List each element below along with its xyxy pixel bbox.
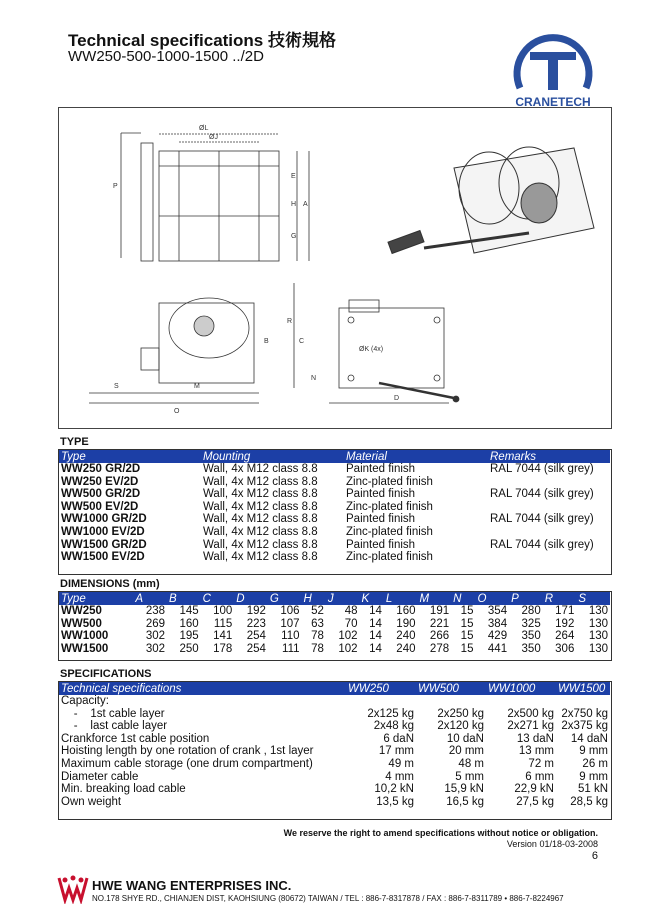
dim-cell-value: 15	[460, 605, 474, 617]
spec-cell-value: 13 mm	[518, 745, 554, 758]
type-cell-model: WW1500 GR/2D	[61, 538, 147, 551]
dim-cell-value: 130	[588, 617, 608, 630]
dim-cell-value: 354	[487, 605, 508, 617]
dim-cell-value: 78	[311, 642, 324, 655]
dim-cell-value: 325	[521, 617, 541, 630]
spec-cell-value: 13,5 kg	[376, 795, 414, 808]
type-cell-mounting: Wall, 4x M12 class 8.8	[203, 538, 318, 551]
dim-col-p: P	[509, 592, 543, 605]
dim-label-B: B	[264, 338, 269, 345]
dim-cell-value: 14	[369, 605, 382, 617]
dim-col-l: L	[384, 592, 418, 605]
spec-cell-label: Min. breaking load cable	[61, 783, 186, 796]
dim-cell-value: 110	[281, 630, 300, 643]
dimension-row	[59, 630, 610, 643]
company-name: HWE WANG ENTERPRISES INC.	[92, 878, 292, 893]
spec-row	[59, 758, 610, 771]
spec-cell-value: 20 mm	[448, 745, 484, 758]
dim-cell-value: 15	[460, 617, 474, 630]
spec-col-label: Technical specifications	[59, 682, 346, 695]
dim-label-G: G	[291, 233, 297, 240]
dim-label-O: O	[174, 408, 180, 415]
type-cell-remarks	[488, 476, 610, 489]
type-cell-mounting: Wall, 4x M12 class 8.8	[203, 513, 318, 526]
page-title: Technical specifications 技術規格	[68, 31, 336, 50]
type-cell-material: Painted finish	[346, 538, 416, 551]
type-cell-model: WW500 EV/2D	[61, 500, 139, 513]
hwe-wang-logo	[57, 874, 89, 904]
dim-cell-value: 302	[145, 630, 166, 643]
type-cell-mounting: Wall, 4x M12 class 8.8	[203, 500, 318, 513]
spec-cell-value: 10,2 kN	[374, 783, 414, 796]
type-cell-remarks: RAL 7044 (silk grey)	[490, 463, 594, 475]
type-cell-mounting: Wall, 4x M12 class 8.8	[203, 488, 318, 501]
spec-cell-label: - 1st cable layer	[61, 707, 165, 720]
spec-cell-label: Crankforce 1st cable position	[61, 732, 210, 745]
type-row	[59, 513, 610, 526]
dim-label-N: N	[311, 375, 317, 382]
brand-name: CRANETECH	[515, 95, 591, 109]
dim-label-phiK: ØK (4x)	[359, 346, 384, 353]
spec-cell-value: 2x48 kg	[373, 720, 414, 733]
dimensions-table	[59, 592, 610, 655]
spec-cell-value: 10 daN	[446, 732, 484, 745]
type-cell-model: WW1500 EV/2D	[61, 551, 145, 564]
spec-cell-value: 9 mm	[579, 770, 608, 783]
spec-cell-value: 17 mm	[378, 745, 414, 758]
dim-col-n: N	[451, 592, 475, 605]
spec-cell-value: 22,9 kN	[514, 783, 554, 796]
dim-label-phiJ: ØJ	[209, 134, 218, 141]
type-cell-material: Painted finish	[346, 488, 416, 501]
dim-cell-value: 350	[521, 630, 541, 643]
dim-cell-value: 102	[338, 642, 358, 655]
dim-col-o: O	[475, 592, 509, 605]
dim-label-A: A	[303, 201, 308, 208]
dim-col-h: H	[302, 592, 326, 605]
type-cell-remarks	[488, 551, 610, 564]
type-row	[59, 476, 610, 489]
type-cell-model: WW250 GR/2D	[61, 463, 141, 475]
type-cell-remarks	[488, 526, 610, 539]
dim-cell-value: 63	[311, 617, 324, 630]
dim-cell-value: 160	[396, 605, 416, 617]
dim-label-P: P	[113, 183, 118, 190]
type-cell-material: Zinc-plated finish	[346, 475, 433, 488]
spec-cell-value: 6 mm	[525, 770, 554, 783]
dim-cell-value: 221	[429, 617, 450, 630]
dim-cell-value: 384	[487, 617, 508, 630]
type-cell-remarks: RAL 7044 (silk grey)	[490, 538, 594, 551]
perspective-view	[388, 147, 594, 253]
dim-cell-value: 78	[311, 630, 324, 643]
dim-label-H: H	[291, 201, 297, 208]
front-view	[121, 133, 309, 261]
dim-cell-value: 240	[396, 630, 416, 643]
spec-row	[59, 708, 610, 721]
type-col-mounting: Mounting	[201, 450, 344, 463]
company-address: NO.178 SHYE RD., CHIANJEN DIST, KAOHSIUNG (80672) TAIWAN / TEL : 886-7-8317878 / FAX : 886-7-8311789 • 886-7-8224967	[92, 894, 564, 903]
type-cell-model: WW250 EV/2D	[61, 475, 139, 488]
model-range: WW250-500-1000-1500 ../2D	[68, 48, 264, 65]
spec-row	[59, 720, 610, 733]
dim-cell-model: WW250	[61, 605, 102, 617]
spec-row	[59, 733, 610, 746]
spec-cell-label: - last cable layer	[61, 720, 168, 733]
type-cell-model: WW500 GR/2D	[61, 488, 141, 501]
dim-cell-model: WW1500	[61, 642, 109, 655]
dim-cell-value: 190	[396, 617, 416, 630]
dim-cell-value: 441	[487, 642, 508, 655]
type-cell-remarks: RAL 7044 (silk grey)	[490, 513, 594, 526]
dim-col-d: D	[234, 592, 268, 605]
type-cell-model: WW1000 EV/2D	[61, 525, 145, 538]
dim-cell-value: 100	[213, 605, 233, 617]
dim-cell-value: 240	[396, 642, 416, 655]
technical-drawing	[58, 107, 612, 429]
spec-cell-value: 51 kN	[577, 783, 608, 796]
dim-cell-value: 115	[213, 617, 233, 630]
dim-cell-value: 269	[145, 617, 166, 630]
spec-cell-label: Maximum cable storage (one drum compartment)	[61, 757, 313, 770]
spec-cell-label: Capacity:	[61, 695, 109, 707]
type-section-label: TYPE	[60, 436, 89, 448]
dim-col-k: K	[360, 592, 384, 605]
spec-cell-value: 72 m	[528, 757, 554, 770]
dim-cell-value: 14	[369, 617, 382, 630]
type-table-header	[59, 450, 610, 463]
spec-cell-value: 5 mm	[455, 770, 484, 783]
spec-cell-label: Own weight	[61, 795, 122, 808]
dim-cell-value: 130	[588, 642, 608, 655]
spec-row	[59, 796, 610, 809]
type-cell-model: WW1000 GR/2D	[61, 513, 147, 526]
spec-col-ww1000: WW1000	[486, 682, 556, 695]
dim-cell-value: 266	[429, 630, 450, 643]
dim-cell-value: 191	[429, 605, 450, 617]
dim-cell-value: 223	[246, 617, 266, 630]
spec-cell-value	[416, 695, 486, 708]
type-row	[59, 488, 610, 501]
type-cell-material: Painted finish	[346, 513, 416, 526]
spec-cell-value: 28,5 kg	[570, 795, 608, 808]
dim-cell-value: 160	[179, 617, 199, 630]
dim-cell-value: 111	[282, 642, 300, 655]
dim-col-b: B	[167, 592, 201, 605]
dim-cell-value: 171	[555, 605, 575, 617]
spec-col-ww500: WW500	[416, 682, 486, 695]
dim-cell-value: 250	[179, 642, 199, 655]
type-cell-material: Painted finish	[346, 463, 416, 475]
dim-cell-value: 280	[521, 605, 541, 617]
dimensions-table-header	[59, 592, 610, 605]
spec-cell-value: 2x120 kg	[437, 720, 484, 733]
dim-col-a: A	[133, 592, 167, 605]
dim-cell-value: 14	[369, 642, 382, 655]
dim-cell-value: 238	[145, 605, 166, 617]
dim-cell-value: 178	[213, 642, 233, 655]
spec-cell-label: Hoisting length by one rotation of crank , 1st layer	[61, 745, 314, 758]
dim-col-s: S	[576, 592, 610, 605]
spec-cell-value: 14 daN	[570, 732, 608, 745]
dim-cell-value: 192	[246, 605, 266, 617]
dim-cell-value: 306	[555, 642, 575, 655]
dim-label-E: E	[291, 173, 296, 180]
dimension-row	[59, 643, 610, 656]
spec-col-ww250: WW250	[346, 682, 416, 695]
dim-cell-value: 102	[338, 630, 358, 643]
dim-cell-value: 195	[179, 630, 199, 643]
type-col-material: Material	[344, 450, 488, 463]
spec-cell-value	[346, 695, 416, 708]
spec-cell-value: 48 m	[458, 757, 484, 770]
dim-label-D: D	[394, 395, 400, 402]
dim-cell-value: 192	[555, 617, 575, 630]
type-table	[59, 450, 610, 564]
spec-cell-value: 49 m	[388, 757, 414, 770]
dim-cell-value: 14	[369, 630, 382, 643]
type-cell-material: Zinc-plated finish	[346, 500, 433, 513]
top-view	[294, 283, 459, 403]
cranetech-logo	[508, 26, 598, 110]
dim-cell-value: 130	[588, 630, 608, 643]
type-cell-remarks	[488, 501, 610, 514]
spec-row	[59, 695, 610, 708]
dim-cell-value: 350	[521, 642, 541, 655]
type-cell-mounting: Wall, 4x M12 class 8.8	[203, 475, 318, 488]
spec-cell-value: 2x375 kg	[561, 720, 608, 733]
spec-cell-value: 26 m	[582, 757, 608, 770]
dim-cell-value: 278	[429, 642, 450, 655]
type-cell-material: Zinc-plated finish	[346, 525, 433, 538]
spec-cell-value: 2x125 kg	[367, 707, 414, 720]
dim-label-C: C	[299, 338, 305, 345]
dimensions-section-label: DIMENSIONS (mm)	[60, 578, 160, 590]
spec-cell-value: 2x750 kg	[561, 707, 608, 720]
dim-label-S: S	[114, 383, 119, 390]
type-cell-remarks: RAL 7044 (silk grey)	[490, 488, 594, 501]
amend-notice: We reserve the right to amend specifications without notice or obligation.	[283, 828, 598, 838]
page-number: 6	[591, 850, 598, 862]
type-cell-mounting: Wall, 4x M12 class 8.8	[203, 551, 318, 564]
dim-col-j: J	[326, 592, 360, 605]
type-row	[59, 463, 610, 476]
spec-cell-label: Diameter cable	[61, 770, 139, 783]
dim-cell-value: 141	[213, 630, 233, 643]
dim-col-g: G	[268, 592, 302, 605]
spec-cell-value: 16,5 kg	[446, 795, 484, 808]
specifications-table-header	[59, 682, 610, 695]
dim-cell-value: 15	[460, 642, 474, 655]
dim-cell-value: 429	[487, 630, 508, 643]
spec-row	[59, 783, 610, 796]
dim-cell-value: 70	[344, 617, 358, 630]
dim-cell-value: 254	[246, 630, 266, 643]
type-cell-material: Zinc-plated finish	[346, 551, 433, 564]
dim-label-phiL: ØL	[199, 125, 209, 132]
dim-col-r: R	[543, 592, 577, 605]
version-label: Version 01/18-03-2008	[506, 839, 598, 849]
spec-cell-value: 4 mm	[385, 770, 414, 783]
spec-cell-value: 2x250 kg	[437, 707, 484, 720]
type-row	[59, 501, 610, 514]
dim-cell-value: 106	[280, 605, 300, 617]
spec-cell-value: 27,5 kg	[516, 795, 554, 808]
spec-cell-value: 2x500 kg	[507, 707, 554, 720]
type-col-type: Type	[59, 450, 201, 463]
spec-cell-value	[556, 695, 610, 708]
type-col-remarks: Remarks	[488, 450, 610, 463]
dim-cell-value: 48	[344, 605, 358, 617]
dim-col-type: Type	[59, 592, 133, 605]
spec-col-ww1500: WW1500	[556, 682, 610, 695]
type-cell-mounting: Wall, 4x M12 class 8.8	[203, 525, 318, 538]
dim-cell-value: 145	[179, 605, 199, 617]
dim-cell-value: 254	[246, 642, 266, 655]
spec-row	[59, 771, 610, 784]
dim-label-M: M	[194, 383, 200, 390]
dim-cell-value: 302	[145, 642, 166, 655]
dim-cell-value: 130	[588, 605, 608, 617]
dim-cell-value: 107	[280, 617, 300, 630]
dim-col-m: M	[417, 592, 451, 605]
type-cell-mounting: Wall, 4x M12 class 8.8	[203, 463, 318, 475]
spec-cell-value: 9 mm	[579, 745, 608, 758]
spec-cell-value: 13 daN	[516, 732, 554, 745]
dimension-row	[59, 618, 610, 631]
dim-cell-value: 52	[311, 605, 324, 617]
dim-cell-model: WW500	[61, 617, 102, 630]
specifications-table	[59, 682, 610, 808]
spec-row	[59, 745, 610, 758]
dim-label-R: R	[287, 318, 293, 325]
dim-cell-value: 15	[460, 630, 474, 643]
dim-cell-value: 264	[555, 630, 575, 643]
specifications-section-label: SPECIFICATIONS	[60, 668, 152, 680]
type-row	[59, 551, 610, 564]
spec-cell-value: 2x271 kg	[507, 720, 554, 733]
spec-cell-value: 6 daN	[383, 732, 414, 745]
dimension-row	[59, 605, 610, 618]
dim-cell-model: WW1000	[61, 630, 109, 643]
type-row	[59, 539, 610, 552]
spec-cell-value	[486, 695, 556, 708]
dim-col-c: C	[201, 592, 235, 605]
spec-cell-value: 15,9 kN	[444, 783, 484, 796]
type-row	[59, 526, 610, 539]
